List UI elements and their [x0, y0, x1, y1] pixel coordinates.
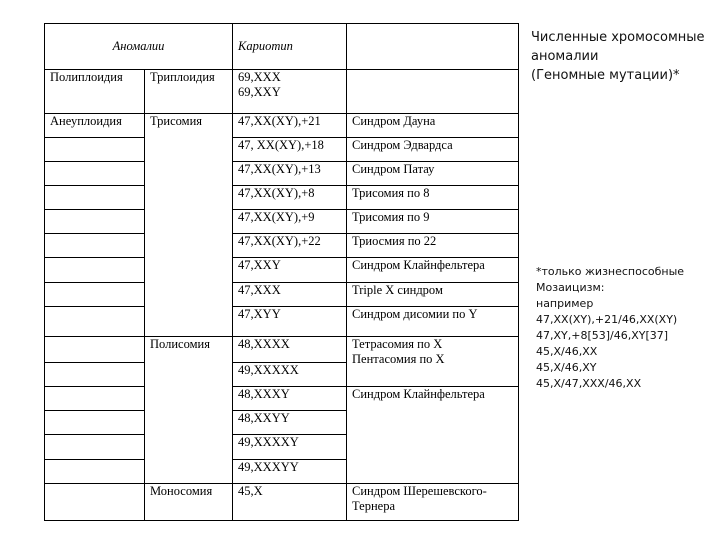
karyotype-cell: 47,XX(XY),+9	[233, 210, 347, 234]
header-row	[45, 24, 519, 70]
header-empty-cell	[347, 24, 519, 70]
karyotype-69xxx: 69,XXX	[238, 70, 281, 85]
triploidy-label: Триплоидия	[145, 70, 233, 113]
karyotype-cell: 48,XXXY	[233, 387, 347, 411]
mosaicism-notes	[536, 264, 720, 392]
tetra-penta-cell	[347, 336, 519, 386]
table-row	[45, 282, 519, 306]
note-line: 47,XX(XY),+21/46,XX(XY)	[536, 313, 678, 326]
karyotype-cell: 47,XXX	[233, 282, 347, 306]
karyotype-cell: 49,XXXYY	[233, 459, 347, 483]
slide-title-line: (Геномные мутации)*	[531, 68, 680, 83]
syndrome-cell: Синдром Патау	[347, 161, 519, 185]
table-row	[45, 161, 519, 185]
monosomy-label: Моносомия	[145, 483, 233, 520]
note-line: 45,X/47,XXX/46,XX	[536, 377, 642, 390]
header-karyotype: Кариотип	[233, 24, 347, 70]
syndrome-cell	[347, 483, 519, 520]
slide-title-line: Численные хромосомные	[531, 30, 705, 45]
note-line: *только жизнеспособные	[536, 265, 685, 278]
karyotype-cell: 48,XXYY	[233, 411, 347, 435]
karyotype-69xxy: 69,XXY	[238, 85, 281, 100]
table-row	[45, 234, 519, 258]
triploidy-syndrome	[347, 70, 519, 113]
karyotype-cell: 47, XX(XY),+18	[233, 137, 347, 161]
note-line: 45,X/46,XX	[536, 345, 598, 358]
note-line: 47,XY,+8[53]/46,XY[37]	[536, 329, 669, 342]
trisomy-label: Трисомия	[145, 113, 233, 137]
polyploidy-label: Полиплоидия	[45, 70, 145, 113]
karyotype-cell: 49,XXXXX	[233, 362, 347, 386]
karyotype-cell: 47,XX(XY),+13	[233, 161, 347, 185]
syndrome-cell: Трисомия по 8	[347, 185, 519, 209]
table-row	[45, 137, 519, 161]
triploidy-karyotypes	[233, 70, 347, 113]
table-row	[45, 387, 519, 411]
table-row	[45, 185, 519, 209]
syndrome-cell: Синдром Эдвардса	[347, 137, 519, 161]
syndrome-shereshevsky: Синдром Шерешевского-	[352, 483, 487, 498]
syndrome-cell: Трисомия по 9	[347, 210, 519, 234]
karyotype-cell: 45,X	[233, 483, 347, 520]
table-row-polyploidy	[45, 70, 519, 113]
aneuploidy-label: Анеуплоидия	[45, 113, 145, 137]
syndrome-cell: Triple X синдром	[347, 282, 519, 306]
syndrome-cell: Синдром дисомии по Y	[347, 306, 519, 336]
table-row	[45, 336, 519, 362]
polysomy-label: Полисомия	[145, 336, 233, 362]
syndrome-cell: Синдром Клайнфельтера	[347, 387, 519, 484]
table-row	[45, 113, 519, 137]
table-row-monosomy	[45, 483, 519, 520]
karyotype-table	[44, 23, 519, 521]
karyotype-cell: 48,XXXX	[233, 336, 347, 362]
note-line: 45,X/46,XY	[536, 361, 597, 374]
table-row	[45, 258, 519, 282]
note-line: например	[536, 297, 594, 310]
karyotype-cell: 47,XX(XY),+22	[233, 234, 347, 258]
slide-title	[531, 28, 720, 85]
syndrome-cell: Синдром Клайнфельтера	[347, 258, 519, 282]
karyotype-cell: 47,XYY	[233, 306, 347, 336]
syndrome-pentasomy-x: Пентасомия по Х	[352, 351, 445, 366]
slide-title-line: аномалии	[531, 49, 599, 64]
table-row	[45, 306, 519, 336]
note-line: Мозаицизм:	[536, 281, 605, 294]
syndrome-turner: Тернера	[352, 498, 396, 513]
syndrome-cell: Синдром Дауна	[347, 113, 519, 137]
header-anomalies: Аномалии	[45, 24, 233, 70]
syndrome-cell: Триосмия по 22	[347, 234, 519, 258]
karyotype-cell: 49,XXXXY	[233, 435, 347, 459]
table-row	[45, 210, 519, 234]
karyotype-cell: 47,XX(XY),+8	[233, 185, 347, 209]
karyotype-cell: 47,XX(XY),+21	[233, 113, 347, 137]
syndrome-tetrasomy-x: Тетрасомия по Х	[352, 336, 443, 351]
karyotype-cell: 47,XXY	[233, 258, 347, 282]
